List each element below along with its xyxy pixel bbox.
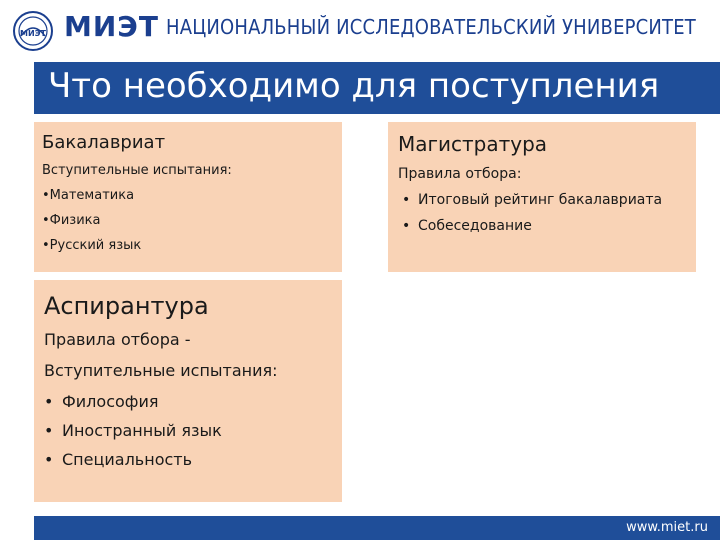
bullet-icon: • bbox=[402, 192, 411, 208]
postgrad-line1: Правила отбора - bbox=[44, 330, 191, 349]
master-heading: Магистратура bbox=[398, 132, 548, 156]
list-item: • Философия bbox=[44, 392, 159, 411]
master-list bbox=[398, 190, 686, 236]
bullet-icon: • bbox=[44, 392, 54, 411]
university-name: НАЦИОНАЛЬНЫЙ ИССЛЕДОВАТЕЛЬСКИЙ УНИВЕРСИТЕТ bbox=[166, 15, 696, 39]
brand-name: МИЭТ bbox=[64, 10, 159, 43]
bachelor-card bbox=[34, 122, 342, 272]
list-item: • Собеседование bbox=[402, 218, 532, 234]
bachelor-heading: Бакалавриат bbox=[42, 132, 166, 153]
bachelor-subheading: Вступительные испытания: bbox=[42, 163, 232, 178]
header bbox=[0, 0, 720, 62]
postgrad-list bbox=[44, 392, 332, 469]
title-band-stripe bbox=[0, 62, 34, 114]
list-item: •Физика bbox=[42, 213, 101, 228]
list-item: • Итоговый рейтинг бакалавриата bbox=[402, 192, 663, 208]
bullet-icon: • bbox=[44, 421, 54, 440]
list-item: • Специальность bbox=[44, 450, 193, 469]
footer bbox=[0, 516, 720, 540]
bachelor-list bbox=[42, 188, 334, 253]
master-card bbox=[388, 122, 696, 272]
postgrad-card bbox=[34, 280, 342, 502]
postgrad-heading: Аспирантура bbox=[44, 292, 209, 320]
footer-stripe bbox=[0, 516, 34, 540]
list-item: •Математика bbox=[42, 188, 135, 203]
postgrad-line2: Вступительные испытания: bbox=[44, 361, 278, 380]
website-link[interactable]: www.miet.ru bbox=[626, 520, 708, 535]
bullet-icon: • bbox=[44, 450, 54, 469]
list-item: • Иностранный язык bbox=[44, 421, 222, 440]
bullet-icon: • bbox=[402, 218, 411, 234]
list-item: •Русский язык bbox=[42, 238, 142, 253]
svg-text:МИЭТ: МИЭТ bbox=[20, 29, 46, 38]
miet-logo-icon bbox=[12, 10, 54, 52]
slide-title: Что необходимо для поступления bbox=[48, 66, 660, 106]
master-subheading: Правила отбора: bbox=[398, 166, 522, 182]
